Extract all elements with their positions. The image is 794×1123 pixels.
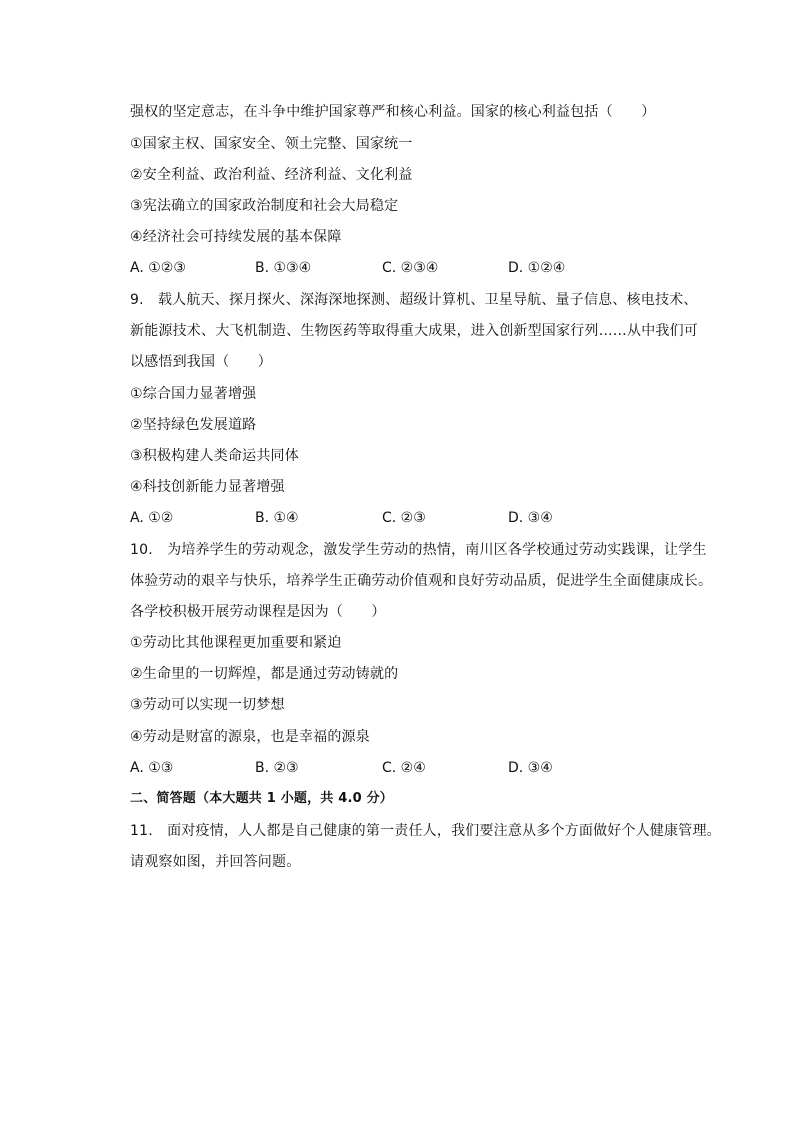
q9-stem-line-1: 9. 载人航天、探月探火、深海深地探测、超级计算机、卫星导航、量子信息、核电技术、: [130, 292, 698, 308]
q8-item-4: ④经济社会可持续发展的基本保障: [130, 229, 342, 245]
q9-item-3: ③积极构建人类命运共同体: [130, 448, 299, 464]
q9-stem-line-3: 以感悟到我国（ ）: [130, 354, 272, 370]
q9-option-c[interactable]: C. ②③: [382, 510, 426, 526]
q10-stem-line-1: 10. 为培养学生的劳动观念，激发学生劳动的热情，南川区各学校通过劳动实践课，让学生: [130, 542, 707, 558]
q9-option-b[interactable]: B. ①④: [255, 510, 299, 526]
q10-options: [130, 758, 690, 778]
q10-option-a[interactable]: A. ①③: [130, 760, 174, 776]
q11-stem-line-2: 请观察如图，并回答问题。: [130, 854, 301, 870]
q10-item-2: ②生命里的一切辉煌，都是通过劳动铸就的: [130, 666, 399, 682]
q8-item-2: ②安全利益、政治利益、经济利益、文化利益: [130, 167, 413, 183]
q8-item-1: ①国家主权、国家安全、领土完整、国家统一: [130, 136, 413, 152]
q8-option-b[interactable]: B. ①③④: [255, 260, 312, 276]
q11-stem-line-1: 11. 面对疫情，人人都是自己健康的第一责任人，我们要注意从多个方面做好个人健康管理。: [130, 823, 721, 839]
q10-stem-line-3: 各学校积极开展劳动课程是因为（ ）: [130, 604, 386, 620]
q10-option-d[interactable]: D. ③④: [508, 760, 553, 776]
q8-stem-tail: 强权的坚定意志，在斗争中维护国家尊严和核心利益。国家的核心利益包括（ ）: [130, 104, 656, 120]
q10-item-3: ③劳动可以实现一切梦想: [130, 697, 285, 713]
q9-options: [130, 508, 690, 528]
q10-option-c[interactable]: C. ②④: [382, 760, 426, 776]
section-2-title: 二、简答题（本大题共 1 小题，共 4.0 分）: [130, 791, 393, 806]
q9-item-2: ②坚持绿色发展道路: [130, 417, 257, 433]
q10-option-b[interactable]: B. ②③: [255, 760, 299, 776]
q9-option-d[interactable]: D. ③④: [508, 510, 553, 526]
q9-stem-line-2: 新能源技术、大飞机制造、生物医药等取得重大成果，进入创新型国家行列……从中我们可: [130, 323, 698, 339]
q8-option-a[interactable]: A. ①②③: [130, 260, 186, 276]
q8-option-d[interactable]: D. ①②④: [508, 260, 566, 276]
q8-option-c[interactable]: C. ②③④: [382, 260, 439, 276]
q8-item-3: ③宪法确立的国家政治制度和社会大局稳定: [130, 198, 399, 214]
q8-options: [130, 258, 690, 278]
q10-stem-line-2: 体验劳动的艰辛与快乐，培养学生正确劳动价值观和良好劳动品质，促进学生全面健康成长。: [130, 573, 713, 589]
q9-item-1: ①综合国力显著增强: [130, 386, 257, 402]
q9-option-a[interactable]: A. ①②: [130, 510, 174, 526]
q9-item-4: ④科技创新能力显著增强: [130, 479, 285, 495]
q10-item-1: ①劳动比其他课程更加重要和紧迫: [130, 635, 342, 651]
q10-item-4: ④劳动是财富的源泉，也是幸福的源泉: [130, 729, 370, 745]
